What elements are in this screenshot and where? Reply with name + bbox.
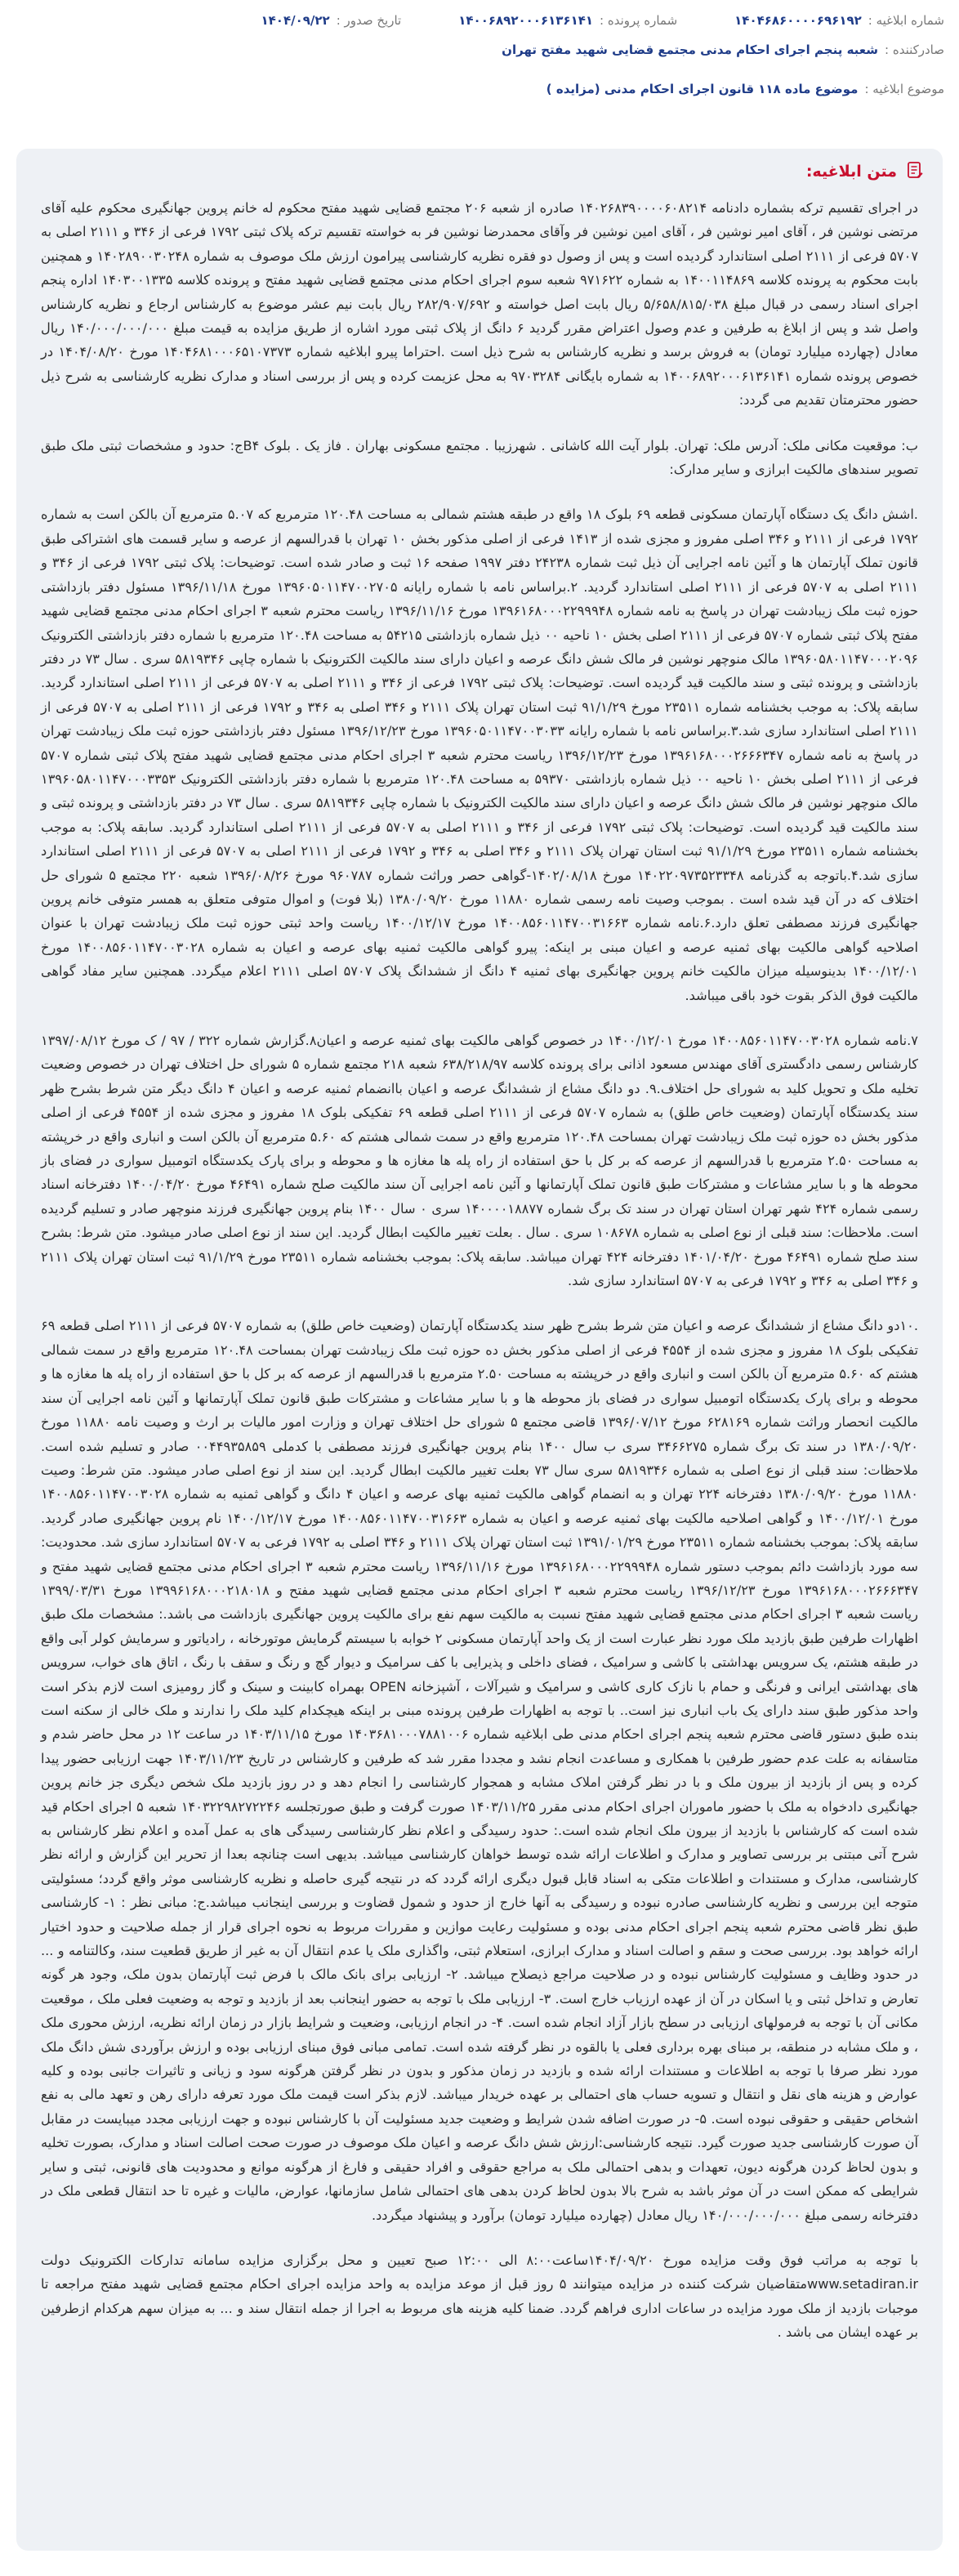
paragraph-registry: .اشش دانگ یک دستگاه آپارتمان مسکونی قطعه ۶۹ بلوک ۱۸ واقع در طبقه هشتم شمالی به مساحت ۱۲۰.۴۸ مترمربع که ۵.۰۷ مترمربع آن بالکن است به شماره ۱۷۹۲ فرعی از ۲۱۱۱ و ۳۴۶ اصلی مفروز و مجزی شده از ۱۴۱۳ فرعی از اصلی مذکور بخش ۱۰ تهران با قدرالسهم از عرصه و سایر قسمت های اشتراکی طبق قانون تملک آپارتمان ها و آئین نامه اجرایی آن ذیل ثبت شماره ۲۴۲۳۸ دفتر ۱۹۹۷ صفحه ۱۶ ثبت و صادر شده است. توضیحات: پلاک ثبتی ۱۷۹۲ فرعی از ۳۴۶ و ۲۱۱۱ اصلی به ۵۷۰۷ فرعی از ۲۱۱۱ اصلی استاندارد گردید. ۲.براساس نامه با شماره رایانه ۱۳۹۶۰۵۰۱۱۴۷۰۰۲۷۰۵ مورخ ۱۳۹۶/۱۱/۱۸ مسئول دفتر بازداشتی حوزه ثبت ملک زیبادشت تهران در پاسخ به نامه شماره ۱۳۹۶۱۶۸۰۰۰۲۲۹۹۹۴۸ مورخ ۱۳۹۶/۱۱/۱۶ ریاست محترم شعبه ۳ اجرای احکام مدنی مجتمع قضایی شهید مفتح پلاک ثبتی شماره ۵۷۰۷ فرعی از ۲۱۱۱ اصلی بخش ۱۰ ناحیه ۰۰ ذیل شماره بازداشتی ۵۴۲۱۵ به مساحت ۱۲۰.۴۸ مترمربع با شماره دفتر بازداشتی الکترونیک ۱۳۹۶۰۵۸۰۱۱۴۷۰۰۰۲۰۹۶ مالک منوچهر نوشین فر مالک شش دانگ عرصه و اعیان دارای سند مالکیت الکترونیک با شماره چاپی ۵۸۱۹۳۴۶ سری . سال ۷۳ در دفتر بازداشتی و پرونده ثبتی و سند مالکیت قید گردیده است. توضیحات: پلاک ثبتی ۱۷۹۲ فرعی از ۳۴۶ و ۲۱۱۱ اصلی به ۵۷۰۷ فرعی از ۲۱۱۱ اصلی استاندارد گردید. سابقه پلاک: به موجب بخشنامه شماره ۲۳۵۱۱ مورخ ۹۱/۱/۲۹ ثبت استان تهران پلاک ۲۱۱۱ و ۳۴۶ اصلی به ۳۴۶ و ۱۷۹۲ فرعی از ۲۱۱۱ اصلی به ۵۷۰۷ فرعی از ۲۱۱۱ اصلی استاندارد سازی شد.۳.براساس نامه با شماره رایانه ۱۳۹۶۰۵۰۱۱۴۷۰۰۳۰۳۳ مورخ ۱۳۹۶/۱۲/۲۳ مسئول دفتر بازداشتی حوزه ثبت ملک زیبادشت تهران در پاسخ به نامه شماره ۱۳۹۶۱۶۸۰۰۰۲۶۶۶۳۴۷ مورخ ۱۳۹۶/۱۲/۲۳ ریاست محترم شعبه ۳ اجرای احکام مدنی مجتمع قضایی شهید مفتح پلاک ثبتی شماره ۵۷۰۷ فرعی از ۲۱۱۱ اصلی بخش ۱۰ ناحیه ۰۰ ذیل شماره بازداشتی ۵۹۳۷۰ به مساحت ۱۲۰.۴۸ مترمربع با شماره دفتر بازداشتی الکترونیک ۱۳۹۶۰۵۸۰۱۱۴۷۰۰۰۳۳۵۳ مالک منوچهر نوشین فر مالک شش دانگ عرصه و اعیان دارای سند مالکیت الکترونیک با شماره چاپی ۵۸۱۹۳۴۶ سری . سال ۷۳ در دفتر بازداشتی و پرونده ثبتی و سند مالکیت قید گردیده است. توضیحات: پلاک ثبتی ۱۷۹۲ فرعی از ۳۴۶ و ۲۱۱۱ اصلی به ۵۷۰۷ فرعی از ۲۱۱۱ اصلی استاندارد گردید. سابقه پلاک: به موجب بخشنامه شماره ۲۳۵۱۱ مورخ ۹۱/۱/۲۹ ثبت استان تهران پلاک ۲۱۱۱ و ۳۴۶ اصلی به ۳۴۶ و ۱۷۹۲ فرعی از ۲۱۱۱ اصلی به ۵۷۰۷ فرعی از ۲۱۱۱ اصلی استاندارد سازی شد.۴.باتوجه به گذرنامه ۱۴۰۲۲۰۹۷۳۵۲۳۳۴۸ مورخ ۱۴۰۲/۰۸/۱۸-گواهی حصر وراثت شماره ۹۶۰۷۸۷ مورخ ۱۳۹۶/۰۸/۲۶ شعبه ۲۲۰ مجتمع ۵ شورای حل اختلاف که در آن قید شده است . بموجب وصیت نامه رسمی شماره ۱۱۸۸۰ مورخ ۱۳۸۰/۰۹/۲۰ (بلا فوت) و اموال متوفی متعلق به همسر متوفی خانم پروین جهانگیری فرزند مصطفی تعلق دارد.۶.نامه شماره ۱۴۰۰۸۵۶۰۱۱۴۷۰۰۳۱۶۶۳ مورخ ۱۴۰۰/۱۲/۱۷ ریاست واحد ثبتی حوزه ثبت ملک زیبادشت تهران با عنوان اصلاحیه گواهی مالکیت بهای ثمنیه عرصه و اعیان مبنی بر اینکه: پیرو گواهی مالکیت ثمنیه بهای عرصه و اعیان به شماره ۱۴۰۰۸۵۶۰۱۱۴۷۰۰۳۰۲۸ مورخ ۱۴۰۰/۱۲/۰۱ بدینوسیله میزان مالکیت خانم پروین جهانگیری بهای ثمنیه ۴ دانگ از ششدانگ پلاک ۵۷۰۷ اصلی ۲۱۱۱ اعلام میگردد. همچنین سایر مفاد گواهی مالکیت فوق الذکر بقوت خود باقی میباشد. <box>41 507 919 1003</box>
paragraph-ownership: ۷.نامه شماره ۱۴۰۰۸۵۶۰۱۱۴۷۰۰۳۰۲۸ مورخ ۱۴۰۰/۱۲/۰۱ در خصوص گواهی مالکیت بهای ثمنیه عرصه و اعیان۸.گزارش شماره ۳۲۲ / ۹۷ / ک مورخ ۱۳۹۷/۰۸/۱۲ کارشناس رسمی دادگستری آقای مهندس مسعود اذانی برای پرونده کلاسه ۶۳۸/۲۱۸/۹۷ شعبه ۲۱۸ مجتمع شماره ۵ شورای حل اختلاف تهران در خصوص وضعیت تخلیه ملک و تحویل کلید به شورای حل اختلاف.۹. دو دانگ مشاع از ششدانگ عرصه و اعیان باانضمام ثمنیه عرصه و اعیان ۴ دانگ دیگر متن شرط بشرح ظهر سند یکدستگاه آپارتمان (وضعیت خاص طلق) به شماره ۵۷۰۷ فرعی از ۲۱۱۱ اصلی قطعه ۶۹ تفکیکی بلوک ۱۸ مفروز و مجزی شده از ۴۵۵۴ فرعی از اصلی مذکور بخش ده حوزه ثبت ملک زیبادشت تهران بمساحت ۱۲۰.۴۸ مترمربع واقع در سمت شمالی هشتم که ۵.۶۰ مترمربع آن بالکن است و انباری واقع در خرپشته به مساحت ۲.۵۰ مترمربع با قدرالسهم از عرصه که بر کل با حق استفاده از راه پله ها مغازه ها و محوطه و برای پارک یکدستگاه اتومبیل سواری در فضای باز محوطه ها و با سایر مشاعات و مشترکات طبق قانون تملک آپارتمانها و آئین نامه اجرایی آن سند مالکیت صلح شماره ۴۶۴۹۱ مورخ ۱۴۰۰/۰۴/۲۰ دفترخانه اسناد رسمی شماره ۴۲۴ شهر تهران استان تهران در سند تک برگ شماره ۱۴۰۰۰۰۱۸۸۷۷ سری ۰ سال ۱۴۰۰ بنام پروین جهانگیری فرزند منوچهر صادر و تسلیم گردیده است. ملاحظات: سند قبلی از نوع اصلی به شماره ۱۰۸۶۷۸ سری . سال . بعلت تغییر مالکیت ابطال گردید. این سند از نوع اصلی صادر میشود. متن شرط: بشرح سند صلح شماره ۴۶۴۹۱ مورخ ۱۴۰۱/۰۴/۲۰ دفترخانه ۴۲۴ تهران میباشد. سابقه پلاک: بموجب بخشنامه شماره ۲۳۵۱۱ مورخ ۹۱/۱/۲۹ ثبت استان تهران پلاک ۲۱۱۱ و ۳۴۶ اصلی به ۳۴۶ و ۱۷۹۲ فرعی به ۵۷۰۷ استاندارد سازی شد. <box>41 1033 919 1289</box>
subject-value: موضوع ماده ۱۱۸ قانون اجرای احکام مدنی (مزایده ) <box>546 82 859 96</box>
notice-meta-bar <box>0 0 959 41</box>
issue-date <box>261 13 401 28</box>
paragraph-intro: در اجرای تقسیم ترکه بشماره دادنامه ۱۴۰۲۶۸۳۹۰۰۰۰۶۰۸۲۱۴ صادره از شعبه ۲۰۶ مجتمع قضایی شهید مفتح محکوم له خانم پروین جهانگیری محکوم علیه آقای مرتضی نوشین فر ، آقای امیر نوشین فر ، آقای امین نوشین فر وآقای محمدرضا نوشین فر به خواسته تقسیم ترکه پلاک ثبتی ۱۷۹۲ فرعی از ۳۴۶ و ۲۱۱۱ اصلی به ۵۷۰۷ فرعی از ۲۱۱۱ اصلی استاندارد گردیده است و پس از وصول دو فقره نظریه کارشناسی پیرامون ارزش ملک موصوف به شماره ۱۴۰۲۸۹۰۰۳۰۲۴۸ و همچنین بابت محکوم به پرونده کلاسه ۱۴۰۰۱۱۴۸۶۹ به شماره ۹۷۱۶۲۲ شعبه سوم اجرای احکام مدنی مجتمع قضایی شهید مفتح و پرونده کلاسه ۱۴۰۳۰۰۱۳۳۵ اداره پنجم اجرای اسناد رسمی در قبال مبلغ ۵/۶۵۸/۸۱۵/۰۳۸ ریال بابت اصل خواسته و ۲۸۲/۹۰۷/۶۹۲ ریال بابت نیم عشر موضوع به کارشناس ارجاع و نظریه کارشناس واصل شد و پس از ابلاغ به طرفین و عدم وصول اعتراض مقرر گردید ۶ دانگ از پلاک ثبتی مورد اشاره از طریق مزایده به قیمت مبلغ ۱۴۰/۰۰۰/۰۰۰/۰۰۰ ریال معادل (چهارده میلیارد تومان) به فروش برسد و نظریه کارشناس به شرح ذیل است .احتراما پیرو ابلاغیه شماره ۱۴۰۴۶۸۱۰۰۰۶۵۱۰۷۳۷۳ مورخ ۱۴۰۴/۰۸/۲۰ در خصوص پرونده شماره ۱۴۰۰۶۸۹۲۰۰۰۶۱۳۶۱۴۱ به شماره بایگانی ۹۷۰۳۲۸۴ به محل عزیمت کرده و پس از بررسی اسناد و مدارک نظریه کارشناسی به شرح ذیل حضور محترمتان تقدیم می گردد: <box>41 200 919 408</box>
issuer-label: صادرکننده : <box>885 42 944 57</box>
paragraph-location: ب: موقعیت مکانی ملک: آدرس ملک: تهران. بلوار آیت الله کاشانی . شهرزیبا . مجتمع مسکونی بهاران . فاز یک . بلوک B۴ج: حدود و مشخصات ثبتی ملک طبق تصویر سندهای مالکیت ابرازی و سایر مدارک: <box>41 437 918 478</box>
issuer-line <box>15 42 944 57</box>
paragraph-appraisal: .۱۰دو دانگ مشاع از ششدانگ عرصه و اعیان متن شرط بشرح ظهر سند یکدستگاه آپارتمان (وضعیت خاص طلق) به شماره ۵۷۰۷ فرعی از ۲۱۱۱ اصلی قطعه ۶۹ تفکیکی بلوک ۱۸ مفروز و مجزی شده از ۴۵۵۴ فرعی از اصلی مذکور بخش ده حوزه ثبت ملک زیبادشت تهران بمساحت ۱۲۰.۴۸ مترمربع واقع در سمت شمالی هشتم که ۵.۶۰ مترمربع آن بالکن است و انباری واقع در خرپشته به مساحت ۲.۵۰ مترمربع با قدرالسهم از عرصه که بر کل با حق استفاده از راه پله ها مغازه ها و محوطه و برای پارک یکدستگاه اتومبیل سواری در فضای باز محوطه ها و با سایر مشاعات و مشترکات طبق قانون تملک آپارتمانها و آئین نامه اجرایی آن سند مالکیت انحصار وراثت شماره ۶۲۸۱۶۹ مورخ ۱۳۹۶/۰۷/۱۲ قاضی مجتمع ۵ شورای حل اختلاف تهران و وزارت امور مالیات بر ارث و وصیت نامه ۱۱۸۸۰ مورخ ۱۳۸۰/۰۹/۲۰ در سند تک برگ شماره ۳۴۶۶۲۷۵ سری ب سال ۱۴۰۰ بنام پروین جهانگیری فرزند مصطفی با کدملی ۰۰۴۴۹۳۵۸۵۹ صادر و تسلیم شده است. ملاحظات: سند قبلی از نوع اصلی به شماره ۵۸۱۹۳۴۶ سری سال ۷۳ بعلت تغییر مالکیت ابطال گردید. این سند از نوع اصلی صادر میشود. متن شرط: وصیت ۱۱۸۸۰ مورخ ۱۳۸۰/۰۹/۲۰ دفترخانه ۲۲۴ تهران و به انضمام گواهی مالکیت ثمنیه بهای عرصه و اعیان ۴ دانگ و گواهی ثمنیه به شماره ۱۴۰۰۸۵۶۰۱۱۴۷۰۰۳۰۲۸ مورخ ۱۴۰۰/۱۲/۰۱ و گواهی اصلاحیه مالکیت بهای ثمنیه عرصه و اعیان به شماره ۱۴۰۰۸۵۶۰۱۱۴۷۰۰۳۱۶۶۳ مورخ ۱۴۰۰/۱۲/۱۷ نام پروین جهانگیری صادر گردید. سابقه پلاک: بموجب بخشنامه شماره ۲۳۵۱۱ مورخ ۱۳۹۱/۰۱/۲۹ ثبت استان تهران پلاک ۲۱۱۱ و ۳۴۶ اصلی به ۱۷۹۲ فرعی به ۵۷۰۷ استاندارد سازی شد. محدودیت: سه مورد بازداشت دائم بموجب دستور شماره ۱۳۹۶۱۶۸۰۰۰۲۲۹۹۹۴۸ مورخ ۱۳۹۶/۱۱/۱۶ ریاست محترم شعبه ۳ اجرای احکام مدنی مجتمع قضایی شهید مفتح و ۱۳۹۶۱۶۸۰۰۰۲۶۶۶۳۴۷ مورخ ۱۳۹۶/۱۲/۲۳ ریاست محترم شعبه ۳ اجرای احکام مدنی مجتمع قضایی شهید مفتح و ۱۳۹۹۶۱۶۸۰۰۰۲۱۸۰۱۸ مورخ ۱۳۹۹/۰۳/۳۱ ریاست شعبه ۳ اجرای احکام مدنی مجتمع قضایی شهید مفتح نسبت به مالکیت سهم نفع برای مالکیت پروین جهانگیری بازداشت می باشد.: مشخصات ملک طبق اظهارات طرفین طبق بازدید ملک مورد نظر عبارت است از یک واحد آپارتمان مسکونی ۲ خوابه با سیستم گرمایش موتورخانه ، رادیاتور و سرمایش کولر آبی واقع در طبقه هشتم، یک سرویس بهداشتی با کاشی و سرامیک ، فضای داخلی و پذیرایی با کف سرامیک و دیوار گچ و رنگ و سقف با رنگ ، اتاق های خواب، سرویس های بهداشتی ایرانی و فرنگی و حمام با نازک کاری کاشی و سرامیک و شیرآلات ، آشپزخانه OPEN بهمراه کابینت و سینک و گاز رومیزی است لازم بذکر است واحد مذکور طبق سند دارای یک باب انباری نیز است.. با توجه به اظهارات طرفین پرونده مبنی بر اینکه هیچکدام کلید ملک را ندارند و ملک خالی از سکنه است بنده طبق دستور قاضی محترم شعبه پنجم اجرای احکام مدنی طی ابلاغیه شماره ۱۴۰۳۶۸۱۰۰۰۷۸۸۱۰۰۶ مورخ ۱۴۰۳/۱۱/۱۵ در ساعت ۱۲ در محل حاضر شدم و متاسفانه به علت عدم حضور طرفین با همکاری و مساعدت انجام نشد و مجددا مقرر شد که طرفین و کارشناس در تاریخ ۱۴۰۳/۱۱/۲۳ جهت ارزیابی حضور پیدا کرده و پس از بازدید از بیرون ملک و با در نظر گرفتن املاک مشابه و همجوار کارشناسی را انجام دهد و در روز بازدید ملک شخص دیگری جز خانم پروین جهانگیری دادخواه به ملک با حضور ماموران اجرای احکام مدنی مقرر ۱۴۰۳/۱۱/۲۵ صورت گرفت و طبق صورتجلسه ۱۴۰۳۲۲۹۸۲۷۲۲۴۶ شعبه ۵ اجرای احکام قید شده است که کارشناس با بازدید از بیرون ملک انجام شده است.: حدود رسیدگی و اعلام نظر کارشناسی رسیدگی های به عمل آمده و اعلام نظر کارشناس به شرح آتی مبتنی بر بررسی تصاویر و مدارک و اطلاعات ارائه شده توسط خواهان کارشناسی میباشد. بدیهی است چنانچه بعدا از تحریر این گزارش و ارائه نظر کارشناسی، مدارک و مستندات و اطلاعات متکی به اسناد قابل قبول دیگری ارائه گردد که در نتیجه گیری حاصله و نظریه کارشناسی موثر واقع گردد؛ مسئولیتی متوجه این بررسی و نظریه کارشناسی صادره نبوده و رسیدگی به آنها خارج از حدود و شمول قضاوت و بررسی اینجانب میباشد.ج: مبانی نظر : ۱- کارشناسی طبق نظر قاضی محترم شعبه پنجم اجرای احکام مدنی بوده و مسئولیت رعایت موازین و مقررات مربوط به نحوه اجرای قرار از جمله صلاحیت و حدود اختیار ارائه خواهد بود. بررسی صحت و سقم و اصالت اسناد و مدارک ابرازی، استعلام ثبتی، واگذاری ملک یا عدم انتقال آن به غیر از طریق قطعیت سند، وکالتنامه و ... در حدود وظایف و مسئولیت کارشناس نبوده و در صلاحیت مراجع ذیصلاح میباشد. ۲- ارزیابی برای بانک مالک با فرض ثبت آپارتمان بدون ملک، وجود هر گونه تعارض و تداخل ثبتی و یا اسکان در آن از عهده ارزیاب خارج است. ۳- ارزیابی ملک با توجه به حضور اینجانب بعد از بازدید و توجه به وضعیت فعلی ملک ، موقعیت مکانی آن با توجه به فرمولهای ارزیابی در سطح بازار آزاد انجام شده است. ۴- در انجام ارزیابی، وضعیت و شرایط بازار در زمان ارائه نظریه، ارزش محوری ملک ، و ملک مشابه در منطقه، بر مبنای بهره برداری فعلی یا بالقوه در نظر گرفته شده است. تمامی مبانی فوق مبنای ارزیابی بوده و ارزش برآوردی شش دانگ ملک مورد نظر صرفا با توجه به اطلاعات و مستندات ارائه شده و بازدید در زمان مذکور و بدون در نظر گرفتن هرگونه سود و زیانی و تاثیرات جانبی بوده و کلیه عوارض و هزینه های نقل و انتقال و تسویه حساب های احتمالی بر عهده خریدار میباشد. لازم بذکر است قیمت ملک مورد تعرفه دارای رهن و تعهد مالی به نفع اشخاص حقیقی و حقوقی نبوده است. ۵- در صورت اضافه شدن شرایط و وضعیت جدید مسئولیت آن با کارشناس نبوده و جهت ارزیابی مجدد میبایست در مقابل آن صورت کارشناسی جدید صورت گیرد. نتیجه کارشناسی:ارزش شش دانگ عرصه و اعیان ملک موصوف در صورت صحت اصالت اسناد و مدارک، بصورت تخلیه و بدون لحاظ کردن هرگونه دیون، تعهدات و بدهی احتمالی ملک به مراجع حقوقی و افراد حقیقی و فارغ از هرگونه موانع و محدودیت های قانونی، ثبتی و سایر شرایطی که ممکن است در آن موثر باشد به شرح بالا بدون لحاظ کردن بدهی های احتمالی شامل سازمانها، عوارض، مالیات و غیره تا حد انتقال قطعی ملک در دفترخانه رسمی مبلغ ۱۴۰/۰۰۰/۰۰۰/۰۰۰ ریال معادل (چهارده میلیارد تومان) برآورد و پیشنهاد میگردد. <box>41 1318 919 2223</box>
notice-number-label: شماره ابلاغیه : <box>868 13 944 28</box>
subject-label: موضوع ابلاغیه : <box>864 82 944 96</box>
issue-date-value: ۱۴۰۴/۰۹/۲۲ <box>261 13 330 28</box>
notice-number <box>734 13 944 28</box>
case-number-value: ۱۴۰۰۶۸۹۲۰۰۰۶۱۳۶۱۴۱ <box>458 13 594 28</box>
document-icon <box>905 160 925 183</box>
issuer-value: شعبه پنجم اجرای احکام مدنی مجتمع قضایی شهید مفتح تهران <box>502 42 879 57</box>
notice-number-value: ۱۴۰۴۶۸۶۰۰۰۰۶۹۶۱۹۲ <box>734 13 862 28</box>
paragraph-auction-terms: با توجه به مراتب فوق وقت مزایده مورخ ۱۴۰۴/۰۹/۲۰ساعت۸:۰۰ الی ۱۲:۰۰ صبح تعیین و محل برگزاری مزایده سامانه تدارکات الکترونیک دولت www.setadiran.irمتقاضیان شرکت کننده در مزایده میتوانند ۵ روز قبل از موعد مزایده به واحد مزایده اجرای احکام مجتمع قضایی شهید مفتح مراجعه تا موجبات بازدید از ملک مورد مزایده در ساعات اداری فراهم گردد. ضمنا کلیه هزینه های مربوط به اجرا از جمله انتقال سند و ... به میزان سهم هرکدام ازطرفین بر عهده ایشان می باشد . <box>41 2252 918 2341</box>
issue-date-label: تاریخ صدور : <box>336 13 402 28</box>
card-header <box>806 160 925 183</box>
case-number <box>458 13 677 28</box>
case-number-label: شماره پرونده : <box>600 13 678 28</box>
notice-body <box>41 196 918 2543</box>
notice-text-card <box>16 149 943 2551</box>
card-title: متن ابلاغیه: <box>805 163 897 181</box>
subject-line <box>15 82 944 96</box>
